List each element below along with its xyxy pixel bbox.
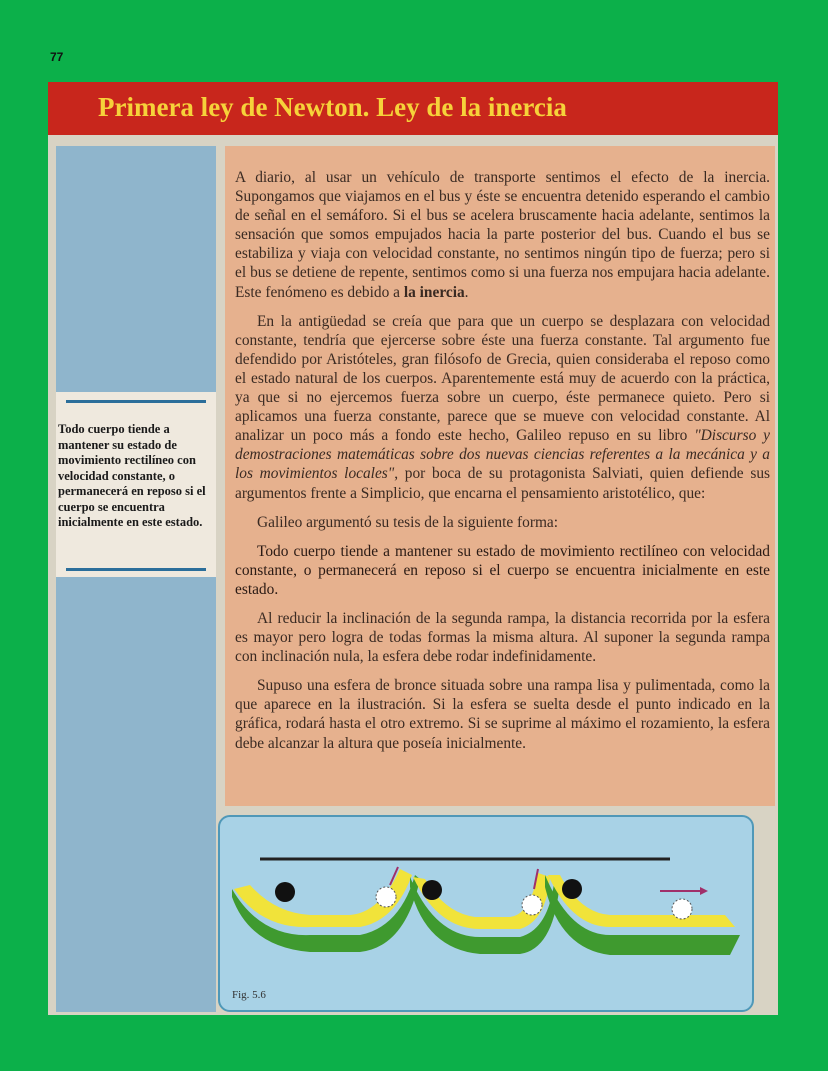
figure-ramps xyxy=(218,815,754,1012)
sidebar-note-box xyxy=(56,392,216,577)
paragraph: Supuso una esfera de bronce situada sobre una rampa lisa y pulimentada, como la que aparece en la ilustración. Si la esfera se suelta desde el punto indicado en la gráfica, rodará hasta el otro extremo. Si se suprime al máximo el rozamiento, la esfera debe alcanzar la altura que poseía inicialmente. xyxy=(235,677,770,752)
ramp-1 xyxy=(232,867,420,952)
bold-term: la inercia xyxy=(403,283,465,301)
paragraph: Todo cuerpo tiende a mantener su estado de movimiento rectilíneo con velocidad constante, o permanecerá en reposo si el cuerpo se encuentra inicialmente en este estado. xyxy=(235,542,770,598)
title-banner xyxy=(48,82,778,135)
text: En la antigüedad se creía que para que un cuerpo se desplazara con velocidad constante, tendría que ejercerse sobre éste una fuerza constante. Tal argumento fue defendido por Aristóteles, gran filósofo de Grecia, quien consideraba el reposo como el estado natural de los cuerpos. Aparentemente está muy de acuerdo con la práctica, ya que si no ejercemos fuerza sobre un cuerpo, éste permanece quieto. Pero si aplicamos una fuerza constante, parece que se mueve con velocidad constante. Al analizar un poco más a fondo este hecho, Galileo repuso en su libro xyxy=(235,312,770,445)
paragraph: Al reducir la inclinación de la segunda rampa, la distancia recorrida por la esfera es mayor pero logra de todas formas la misma altura. Al suponer la segunda rampa con inclinación nula, la esfera debe rodar indefinidamente. xyxy=(235,609,770,666)
ramps-illustration xyxy=(220,817,752,987)
book-title: "Discurso y demostraciones matemáticas sobre dos nuevas ciencias referentes a la mecánica y a los movimientos locales" xyxy=(235,427,770,483)
left-margin-column xyxy=(56,146,216,1012)
body-text xyxy=(235,168,770,755)
text: , por boca de su protagonista Salviati, quien defiende sus argumentos frente a Simplicio, que encarna el pensamiento aristotélico, que: xyxy=(235,465,770,502)
sidebar-note: Todo cuerpo tiende a mantener su estado de movimiento rectilíneo con velocidad constante, o permanecerá en reposo si el cuerpo se encuentra inicialmente en este estado. xyxy=(58,422,206,529)
page-title: Primera ley de Newton. Ley de la inercia xyxy=(98,92,567,122)
ramp-3 xyxy=(545,875,740,955)
paragraph xyxy=(235,312,770,503)
ramp-2 xyxy=(410,869,560,954)
page-number: 77 xyxy=(50,50,64,64)
divider xyxy=(66,568,206,571)
textbook-page xyxy=(48,82,778,1015)
paragraph: Galileo argumentó su tesis de la siguiente forma: xyxy=(257,513,559,531)
paragraph: A diario, al usar un vehículo de transporte sentimos el efecto de la inercia. Supongamos que viajamos en el bus y éste se encuentra detenido esperando el cambio de señal en el semáforo. Si el bus se acelera bruscamente hacia adelante, sentimos la sensación que somos empujados hacia la parte posterior del bus. Cuando el bus se estabiliza y viaja con velocidad constante, no sentimos ningún tipo de fuerza; pero si el bus se detiene de repente, sentimos como si una fuerza nos empujara hacia adelante. Este fenómeno es debido a la inercia. xyxy=(235,169,770,301)
divider xyxy=(66,400,206,403)
text: A diario, al usar un vehículo de transporte sentimos el efecto de la inercia. Supongamos que viajamos en el bus y éste se encuentra detenido esperando el cambio de señal en el semáforo. Si el bus se acelera bruscamente hacia adelante, sentimos la sensación que somos empujados hacia la parte posterior del bus. Cuando el bus se estabiliza y viaja con velocidad constante, no sentimos ningún tipo de fuerza; pero si el bus se detiene de repente, sentimos como si una fuerza nos empujara hacia adelante. Este fenómeno es debido a xyxy=(235,169,770,301)
main-text-panel xyxy=(225,146,775,806)
figure-caption: Fig. 5.6 xyxy=(232,989,266,1001)
